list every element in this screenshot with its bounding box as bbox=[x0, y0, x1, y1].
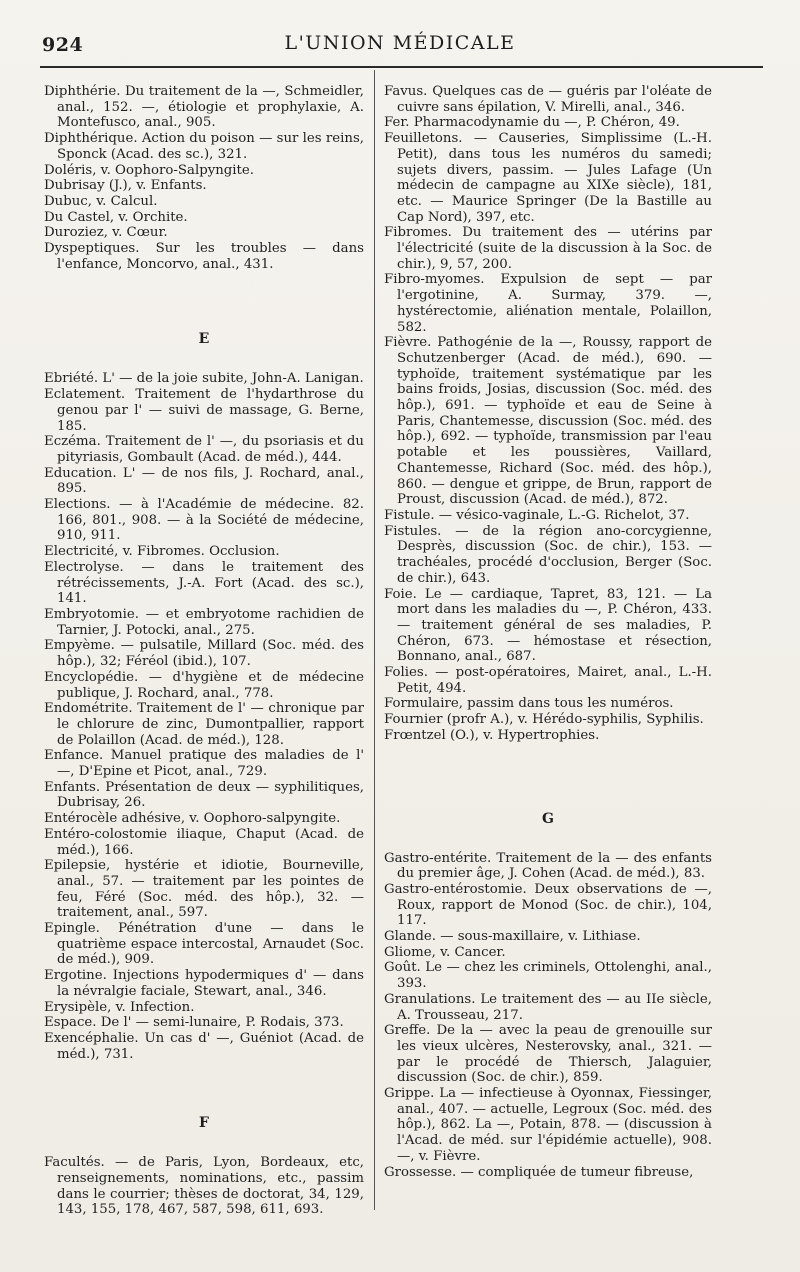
index-entry: Feuilletons. — Causeries, Simplissime (L.-H. Petit), dans tous les numéros du samedi; sujets divers, passim. — Jules Lafage (Un médecin de campagne au XIXe siècle), 181, etc. — Maurice Springer (De la Bastille au Cap Nord), 397, etc. bbox=[384, 131, 712, 225]
index-entry: Formulaire, passim dans tous les numéros. bbox=[384, 696, 674, 712]
index-entry: Epilepsie, hystérie et idiotie, Bourneville, anal., 57. — traitement par les pointes de feu, Féré (Soc. méd. des hôp.), 32. — traitement, anal., 597. bbox=[44, 858, 364, 921]
index-entry: Diphthérie. Du traitement de la —, Schmeidler, anal., 152. —, étiologie et prophylaxie, A. Montefusco, anal., 905. bbox=[44, 84, 364, 131]
index-entry: Fistules. — de la région ano-corcygienne, Desprès, discussion (Soc. de chir.), 153. — trachéales, procédé d'occlusion, Berger (Soc. de chir.), 643. bbox=[384, 523, 712, 586]
section-letter-e: E bbox=[198, 331, 210, 348]
running-title: L'UNION MÉDICALE bbox=[284, 32, 516, 54]
index-entry: Eczéma. Traitement de l' —, du psoriasis et du pityriasis, Gombault (Acad. de méd.), 444. bbox=[44, 434, 364, 465]
index-entry: Gliome, v. Cancer. bbox=[384, 944, 506, 960]
page-number: 924 bbox=[42, 34, 84, 56]
index-entry: Education. L' — de nos fils, J. Rochard, anal., 895. bbox=[44, 465, 364, 497]
index-entry: Fibro-myomes. Expulsion de sept — par l'ergotinine, A. Surmay, 379. —, hystérectomie, aliénation mentale, Polaillon, 582. bbox=[384, 272, 712, 335]
index-entry: Fibromes. Du traitement des — utérins par l'électricité (suite de la discussion à la Soc. de chir.), 9, 57, 200. bbox=[384, 225, 712, 272]
section-letter-f: F bbox=[199, 1115, 209, 1132]
index-entry: Diphthérique. Action du poison — sur les reins, Sponck (Acad. des sc.), 321. bbox=[44, 131, 364, 162]
index-entry: Erysipèle, v. Infection. bbox=[44, 999, 195, 1015]
index-entry: Empyème. — pulsatile, Millard (Soc. méd. des hôp.), 32; Féréol (ibid.), 107. bbox=[44, 638, 364, 670]
index-entry: Entérocèle adhésive, v. Oophoro-salpyngite. bbox=[44, 811, 341, 827]
index-entry: Dubuc, v. Calcul. bbox=[44, 193, 158, 209]
index-entry: Electricité, v. Fibromes. Occlusion. bbox=[44, 544, 280, 560]
column-divider bbox=[374, 70, 375, 1210]
entries-e bbox=[44, 371, 364, 1062]
index-entry: Espace. De l' — semi-lunaire, P. Rodais, 373. bbox=[44, 1015, 344, 1031]
left-column bbox=[44, 84, 364, 1218]
index-entry: Goût. Le — chez les criminels, Ottolenghi, anal., 393. bbox=[384, 960, 712, 992]
index-entry: Grippe. La — infectieuse à Oyonnax, Fiessinger, anal., 407. — actuelle, Legroux (Soc. méd. des hôp.), 862. La —, Potain, 878. — (discussion à l'Acad. de méd. sur l'épidémie actuelle), 908. —, v. Fièvre. bbox=[384, 1086, 712, 1164]
index-entry: Electrolyse. — dans le traitement des rétrécissements, J.-A. Fort (Acad. des sc.), 141. bbox=[44, 559, 364, 607]
index-entry: Fistule. — vésico-vaginale, L.-G. Richelot, 37. bbox=[384, 507, 690, 523]
index-entry: Entéro-colostomie iliaque, Chaput (Acad. de méd.), 166. bbox=[44, 826, 364, 858]
index-entry: Epingle. Pénétration d'une — dans le quatrième espace intercostal, Arnaudet (Soc. de méd.), 909. bbox=[44, 921, 364, 968]
entries-g bbox=[384, 851, 712, 1181]
index-entry: Exencéphalie. Un cas d' —, Guéniot (Acad. de méd.), 731. bbox=[44, 1030, 364, 1062]
entries-f bbox=[44, 1155, 364, 1218]
index-entry: Greffe. De la — avec la peau de grenouille sur les vieux ulcères, Nesterovsky, anal., 321. — par le procédé de Thiersch, Jalaguier, discussion (Soc. de chir.), 859. bbox=[384, 1023, 712, 1086]
index-entry: Dubrisay (J.), v. Enfants. bbox=[44, 178, 207, 194]
index-entry: Elections. — à l'Académie de médecine. 82. 166, 801., 908. — à la Société de médecine, 910, 911. bbox=[44, 497, 364, 544]
entries-f-continued bbox=[384, 84, 712, 744]
index-entry: Frœntzel (O.), v. Hypertrophies. bbox=[384, 727, 600, 743]
section-letter-g: G bbox=[542, 810, 554, 827]
index-entry: Glande. — sous-maxillaire, v. Lithiase. bbox=[384, 929, 641, 945]
index-entry: Grossesse. — compliquée de tumeur fibreuse, bbox=[384, 1164, 694, 1180]
index-entry: Doléris, v. Oophoro-Salpyngite. bbox=[44, 162, 254, 178]
header-rule bbox=[40, 66, 763, 68]
index-entry: Enfance. Manuel pratique des maladies de l' —, D'Epine et Picot, anal., 729. bbox=[44, 748, 364, 780]
index-entry: Folies. — post-opératoires, Mairet, anal., L.-H. Petit, 494. bbox=[384, 665, 712, 696]
index-entry: Gastro-entérite. Traitement de la — des enfants du premier âge, J. Cohen (Acad. de méd.), 83. bbox=[384, 850, 712, 882]
index-entry: Du Castel, v. Orchite. bbox=[44, 209, 188, 225]
index-entry: Ergotine. Injections hypodermiques d' — dans la névralgie faciale, Stewart, anal., 346. bbox=[44, 968, 364, 999]
index-entry: Endométrite. Traitement de l' — chronique par le chlorure de zinc, Dumontpallier, rapport de Polaillon (Acad. de méd.), 128. bbox=[44, 701, 364, 748]
index-entry: Fournier (profr A.), v. Hérédo-syphilis, Syphilis. bbox=[384, 712, 704, 728]
index-entry: Eclatement. Traitement de l'hydarthrose du genou par l' — suivi de massage, G. Berne, 185. bbox=[44, 387, 364, 434]
index-entry: Favus. Quelques cas de — guéris par l'oléate de cuivre sans épilation, V. Mirelli, anal., 346. bbox=[384, 84, 712, 115]
entries-d bbox=[44, 84, 364, 272]
index-entry: Dyspeptiques. Sur les troubles — dans l'enfance, Moncorvo, anal., 431. bbox=[44, 241, 364, 272]
index-entry: Duroziez, v. Cœur. bbox=[44, 225, 168, 241]
index-entry: Ebriété. L' — de la joie subite, John-A. Lanigan. bbox=[44, 371, 364, 387]
index-entry: Embryotomie. — et embryotome rachidien de Tarnier, J. Potocki, anal., 275. bbox=[44, 606, 364, 638]
index-entry: Foie. Le — cardiaque, Tapret, 83, 121. — La mort dans les maladies du —, P. Chéron, 433. — traitement général de ses maladies, P. Chéron, 673. — hémostase et résection, Bonnano, anal., 687. bbox=[384, 586, 712, 665]
index-entry: Encyclopédie. — d'hygiène et de médecine publique, J. Rochard, anal., 778. bbox=[44, 669, 364, 701]
index-entry: Granulations. Le traitement des — au IIe siècle, A. Trousseau, 217. bbox=[384, 991, 712, 1023]
index-entry: Enfants. Présentation de deux — syphilitiques, Dubrisay, 26. bbox=[44, 779, 364, 811]
right-column bbox=[384, 84, 712, 1180]
index-entry: Fièvre. Pathogénie de la —, Roussy, rapport de Schutzenberger (Acad. de méd.), 690. — typhoïde, traitement systématique par les bains froids, Josias, discussion (Soc. méd. des hôp.), 691. — typhoïde et eau de Seine à Paris, Chantemesse, discussion (Soc. méd. des hôp.), 692. — typhoïde, transmission par l'eau potable et les poussières, Vaillard, Chantemesse, Richard (Soc. méd. des hôp.), 860. — dengue et grippe, de Brun, rapport de Proust, discussion (Acad. de méd.), 872. bbox=[384, 335, 712, 508]
index-entry: Gastro-entérostomie. Deux observations de —, Roux, rapport de Monod (Soc. de chir.), 104, 117. bbox=[384, 881, 712, 929]
index-entry: Fer. Pharmacodynamie du —, P. Chéron, 49. bbox=[384, 115, 680, 131]
index-entry: Facultés. — de Paris, Lyon, Bordeaux, etc, renseignements, nominations, etc., passim dans le courrier; thèses de doctorat, 34, 129, 143, 155, 178, 467, 587, 598, 611, 693. bbox=[44, 1155, 364, 1218]
page-header bbox=[40, 30, 760, 62]
